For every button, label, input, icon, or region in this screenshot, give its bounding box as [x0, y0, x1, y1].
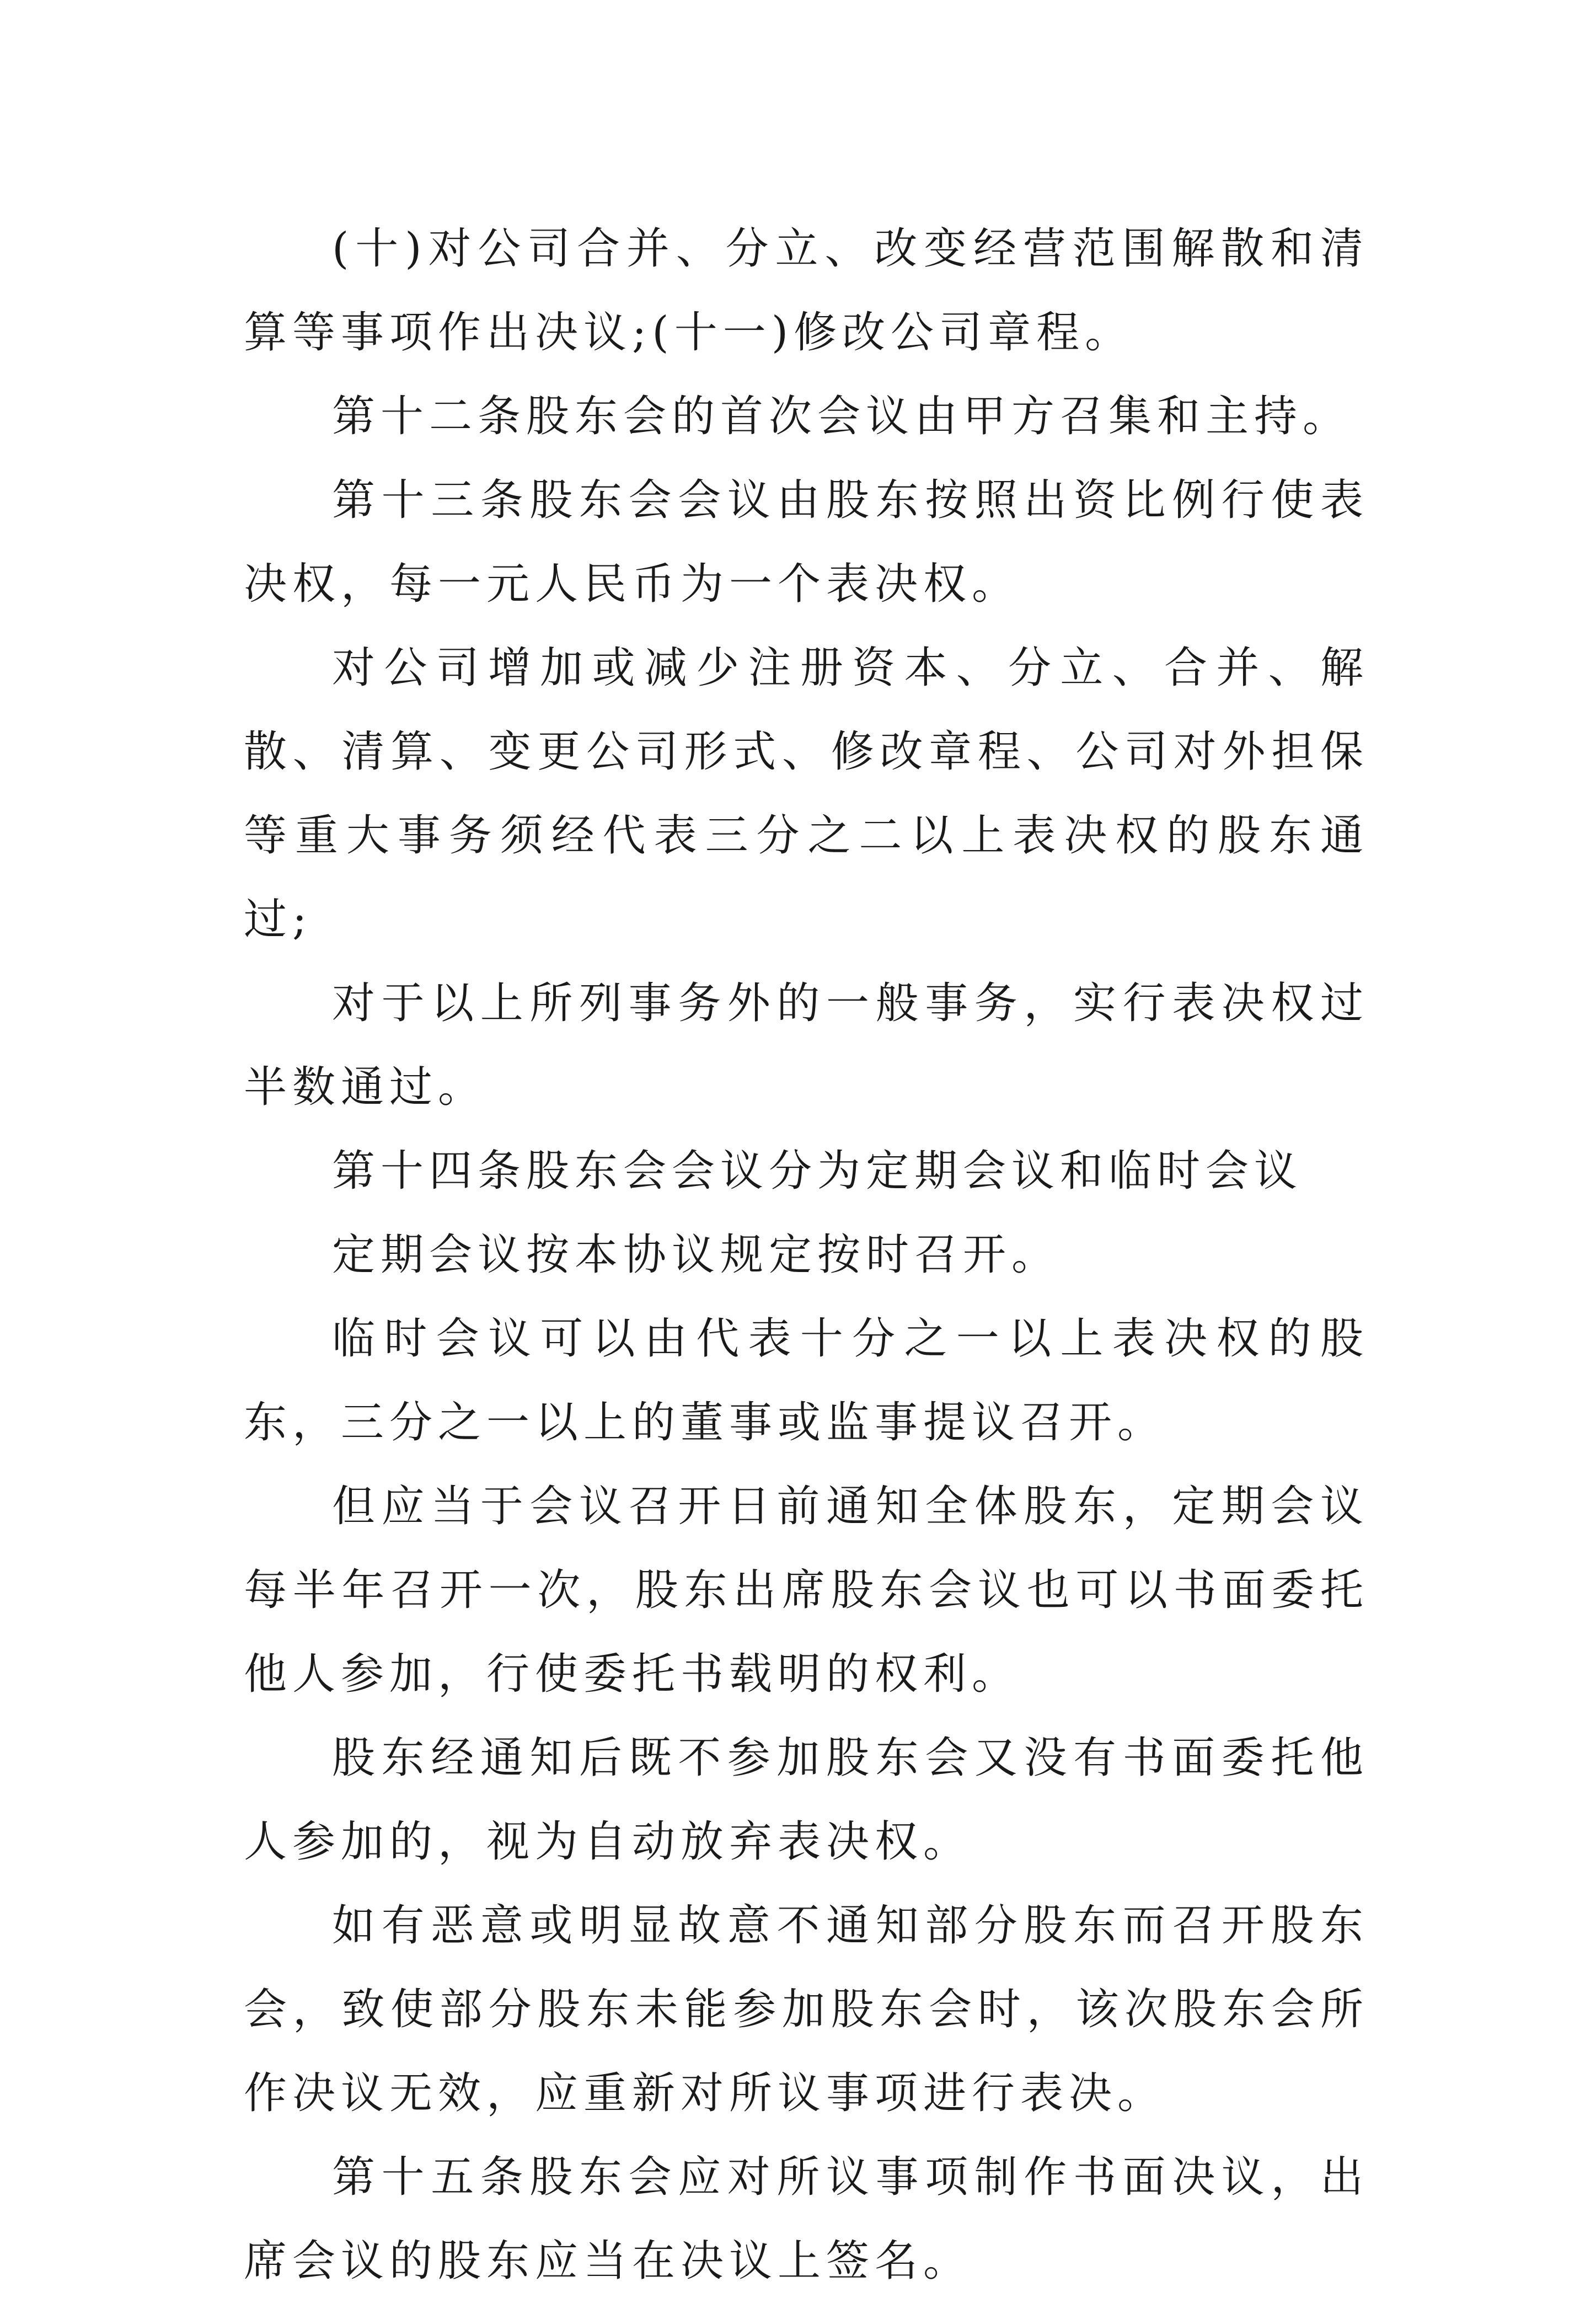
paragraph-5: 对于以上所列事务外的一般事务，实行表决权过半数通过。 [244, 979, 1369, 1112]
paragraph-12: 第十五条股东会应对所议事项制作书面决议，出席会议的股东应当在决议上签名。 [244, 2152, 1369, 2286]
paragraph-3: 第十三条股东会会议由股东按照出资比例行使表决权，每一元人民币为一个表决权。 [244, 475, 1369, 609]
paragraph-6: 第十四条股东会会议分为定期会议和临时会议 [332, 1146, 1303, 1196]
paragraph-11: 如有恶意或明显故意不通知部分股东而召开股东会，致使部分股东未能参加股东会时，该次股东会所作决议无效，应重新对所议事项进行表决。 [244, 1901, 1369, 2118]
paragraph-10: 股东经通知后既不参加股东会又没有书面委托他人参加的，视为自动放弃表决权。 [244, 1733, 1369, 1867]
document-body [244, 207, 1369, 2303]
paragraph-4: 对公司增加或减少注册资本、分立、合并、解散、清算、变更公司形式、修改章程、公司对外担保等重大事务须经代表三分之二以上表决权的股东通过; [244, 643, 1369, 944]
paragraph-2: 第十二条股东会的首次会议由甲方召集和主持。 [332, 392, 1352, 441]
paragraph-9: 但应当于会议召开日前通知全体股东，定期会议每半年召开一次，股东出席股东会议也可以书面委托他人参加，行使委托书载明的权利。 [244, 1482, 1369, 1699]
paragraph-8: 临时会议可以由代表十分之一以上表决权的股东，三分之一以上的董事或监事提议召开。 [244, 1314, 1369, 1447]
paragraph-1: (十)对公司合并、分立、改变经营范围解散和清算等事项作出决议;(十一)修改公司章程。 [244, 224, 1369, 357]
paragraph-7: 定期会议按本协议规定按时召开。 [332, 1230, 1061, 1280]
